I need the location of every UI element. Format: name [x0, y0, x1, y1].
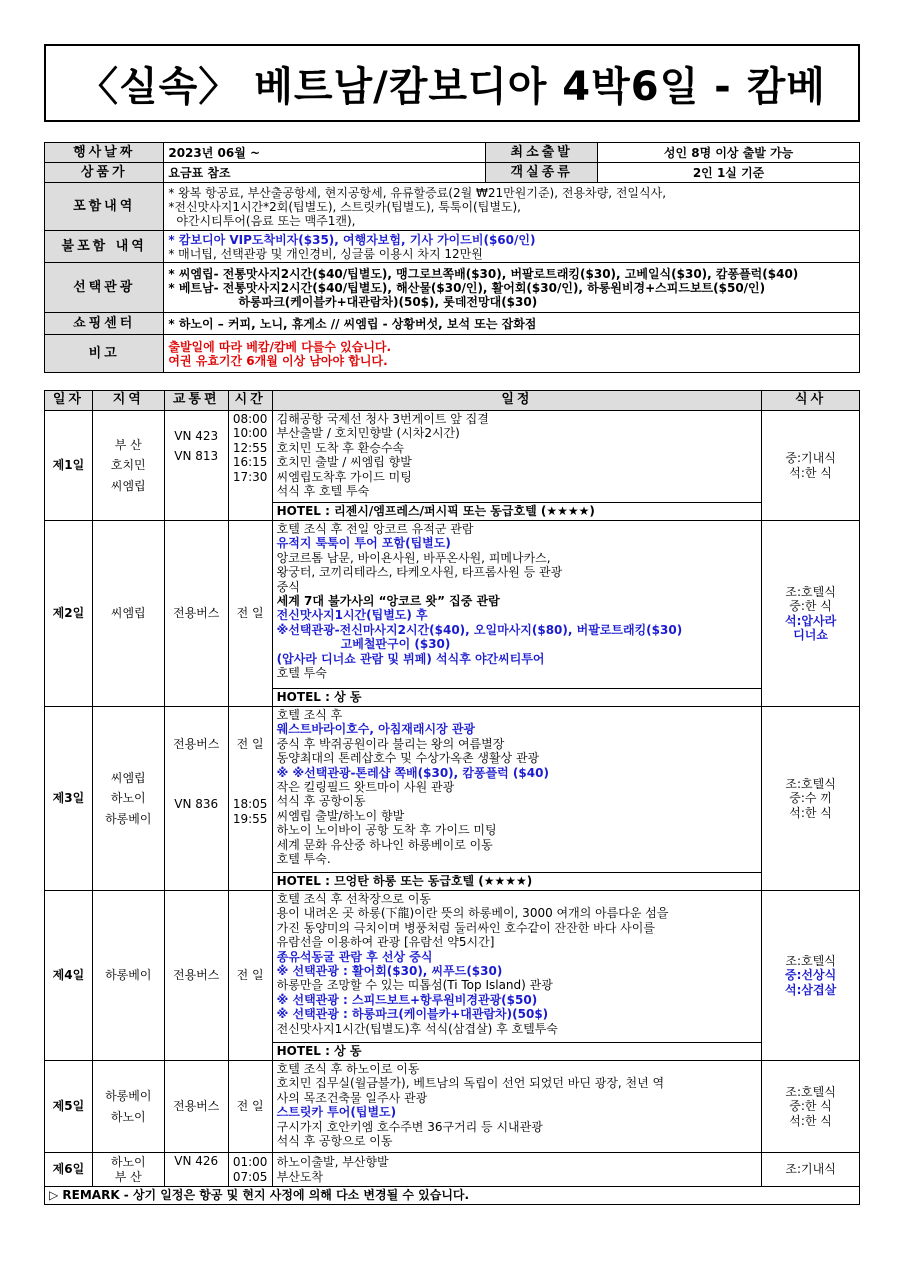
include-line: 야간시티투어(음료 또는 맥주1캔), — [176, 213, 356, 228]
header-itinerary: 일정 — [272, 391, 762, 411]
time-value: 08:00 — [232, 412, 268, 426]
header-region: 지역 — [92, 391, 164, 411]
itinerary-line: ※ 선택관광 : 하롱파크(케이블카+대관람차)(50$) — [276, 1007, 549, 1022]
time-value: 10:00 — [232, 426, 268, 441]
meal-cell — [762, 707, 860, 891]
itinerary-line: 중식 — [276, 579, 300, 594]
itinerary-cell — [272, 521, 762, 689]
itinerary-line: 전신맛사지1시간(팁별도) 후 — [276, 608, 428, 623]
min-value: 성인 8명 이상 출발 가능 — [598, 143, 860, 163]
meal-item: 석:한 식 — [789, 1113, 832, 1128]
flight-number: VN 813 — [174, 449, 219, 464]
note-line: 출발일에 따라 베캄/캄베 다를수 있습니다. — [168, 339, 392, 354]
region-name: 하롱베이 — [105, 811, 152, 826]
time-value: 19:55 — [232, 811, 268, 826]
region-cell — [92, 1153, 164, 1187]
meal-item: 조:호텔식 — [785, 776, 836, 791]
meal-item: 조:호텔식 — [785, 1084, 836, 1099]
itinerary-cell — [272, 1153, 762, 1187]
note-line: 여권 유효기간 6개월 이상 남아야 합니다. — [168, 353, 388, 368]
transport-mode: 전용버스 — [173, 737, 220, 751]
header-meal: 식사 — [762, 391, 860, 411]
include-line: *전신맛사지1시간*2회(팁별도), 스트릿카(팁별도), 툭툭이(팁별도), — [168, 199, 522, 214]
meal-item: 석:삼겹살 — [785, 982, 837, 997]
meal-item: 중:한 식 — [789, 1099, 832, 1114]
region-name: 부 산 — [114, 1169, 142, 1184]
itinerary-line: 세계 문화 유산중 하나인 하롱베이로 이동 — [276, 837, 493, 852]
price-label: 상품가 — [45, 163, 164, 183]
flight-number: VN 426 — [164, 1153, 228, 1187]
time-cell — [228, 411, 272, 521]
region-name: 씨엠립 — [110, 770, 146, 785]
info-table — [44, 142, 860, 373]
title-box — [44, 44, 860, 122]
itinerary-line: 씨엠립도착후 가이드 미팅 — [276, 469, 412, 484]
meal-item: 석:한 식 — [789, 805, 832, 820]
time-value: 17:30 — [232, 469, 268, 484]
optional-value — [164, 263, 860, 313]
itinerary-line: 부산도착 — [276, 1169, 324, 1184]
itinerary-line: 하노이 노이바이 공항 도착 후 가이드 미팅 — [276, 823, 497, 838]
optional-line: 하롱파크(케이블카+대관람차)(50$), 롯데전망대($30) — [238, 294, 538, 309]
itinerary-line: 중식 후 박쥐공원이라 불리는 왕의 여름별장 — [276, 736, 505, 751]
hotel-line: HOTEL : 상 동 — [272, 689, 762, 707]
time-value: 전 일 — [228, 521, 272, 707]
region-name: 호치민 — [110, 458, 146, 473]
region-name: 하롱베이 — [105, 1089, 152, 1104]
itinerary-line: (압사라 디너쇼 관람 및 뷔페) 석식후 야간씨티투어 — [276, 651, 545, 666]
header-transport: 교통편 — [164, 391, 228, 411]
itinerary-line: 왕궁터, 코끼리테라스, 타케오사원, 타프롬사원 등 관광 — [276, 565, 563, 580]
meal-item: 조:기내식 — [762, 1153, 860, 1187]
itinerary-line: 호텔 조식 후 선착장으로 이동 — [276, 892, 432, 906]
itinerary-line: 호텔 조식 후 전일 앙코르 유적군 관람 — [276, 522, 474, 536]
note-label: 비고 — [45, 335, 164, 373]
note-value — [164, 335, 860, 373]
time-value: 전 일 — [228, 891, 272, 1061]
include-label: 포함내역 — [45, 183, 164, 231]
meal-cell — [762, 521, 860, 707]
day-label: 제2일 — [45, 521, 93, 707]
itinerary-line: 김해공항 국제선 청사 3번게이트 앞 집결 — [276, 412, 489, 426]
itinerary-line: 석식 후 공항으로 이동 — [276, 1134, 393, 1149]
schedule-table — [44, 390, 860, 1205]
itinerary-line: 석식 후 공항이동 — [276, 794, 366, 809]
hotel-line: HOTEL : 상 동 — [272, 1043, 762, 1061]
date-label: 행사날짜 — [45, 143, 164, 163]
itinerary-line: 호텔 조식 후 하노이로 이동 — [276, 1062, 420, 1076]
itinerary-line: 동양최대의 톤레삽호수 및 수상가옥촌 생활상 관광 — [276, 751, 540, 766]
region-name: 하노이 — [110, 1155, 146, 1170]
itinerary-line: 하롱만을 조망할 수 있는 띠톱섬(Ti Top Island) 관광 — [276, 978, 553, 993]
meal-cell — [762, 411, 860, 521]
transport-mode: 전용버스 — [164, 1061, 228, 1153]
meal-item: 디너쇼 — [793, 627, 828, 642]
time-cell — [228, 707, 272, 891]
meal-item: 석:압사라 — [785, 613, 837, 628]
region-cell — [92, 411, 164, 521]
itinerary-line: 작은 킬링필드 왓트마이 사원 관광 — [276, 780, 455, 795]
exclude-value — [164, 231, 860, 263]
itinerary-line: 호치민 도착 후 환승수속 — [276, 440, 405, 455]
itinerary-line: 호텔 투숙 — [276, 666, 327, 681]
transport-mode: 전용버스 — [164, 521, 228, 707]
itinerary-line: 호텔 조식 후 — [276, 708, 343, 722]
region-name: 하노이 — [110, 1109, 146, 1124]
flight-number: VN 423 — [174, 429, 219, 443]
region-name: 하노이 — [110, 791, 146, 806]
day-label: 제4일 — [45, 891, 93, 1061]
itinerary-line: 앙코르톰 남문, 바이욘사원, 바푸온사원, 피메나카스, — [276, 550, 551, 565]
itinerary-cell — [272, 707, 762, 873]
meal-item: 중:선상식 — [785, 968, 837, 983]
include-value — [164, 183, 860, 231]
itinerary-line: 유람선을 이용하여 관광 [유람선 약5시간] — [276, 935, 495, 950]
header-time: 시간 — [228, 391, 272, 411]
time-value: 16:15 — [232, 455, 268, 470]
page-title: 〈실속〉 베트남/캄보디아 4박6일 - 캄베 — [78, 63, 826, 110]
itinerary-line: 사의 목조건축물 일주사 관광 — [276, 1090, 428, 1105]
shopping-value: * 하노이 – 커피, 노니, 휴게소 // 씨엠립 - 상황버섯, 보석 또는 잡화점 — [164, 313, 860, 335]
itinerary-cell — [272, 891, 762, 1043]
meal-item: 중:수 끼 — [789, 791, 832, 806]
exclude-line: * 캄보디아 VIP도착비자($35), 여행자보험, 기사 가이드비($60/인) — [168, 232, 536, 247]
itinerary-line: 호텔 투숙. — [276, 852, 331, 867]
itinerary-line: 석식 후 호텔 투숙 — [276, 484, 370, 499]
transport-cell — [164, 411, 228, 521]
region-name: 하롱베이 — [92, 891, 164, 1061]
itinerary-line: 스트릿카 투어(팁별도) — [276, 1105, 397, 1120]
day-label: 제6일 — [45, 1153, 93, 1187]
itinerary-line: ※ 선택관광 : 스피드보트+항루원비경관광($50) — [276, 992, 538, 1007]
room-label: 객실종류 — [486, 163, 598, 183]
region-name: 씨엠립 — [110, 478, 146, 493]
itinerary-line: 구시가지 호안키엠 호수주변 36구거리 등 시내관광 — [276, 1119, 543, 1134]
flight-number: VN 836 — [174, 797, 219, 812]
optional-label: 선택관광 — [45, 263, 164, 313]
region-name: 씨엠립 — [92, 521, 164, 707]
time-value: 07:05 — [232, 1169, 268, 1184]
meal-item: 조:호텔식 — [785, 584, 836, 599]
header-day: 일자 — [45, 391, 93, 411]
time-value: 전 일 — [236, 737, 264, 751]
region-name: 부 산 — [114, 437, 142, 452]
time-cell — [228, 1153, 272, 1187]
transport-cell — [164, 707, 228, 891]
day-label: 제1일 — [45, 411, 93, 521]
itinerary-line: 세계 7대 불가사의 “앙코르 왓” 집중 관람 — [276, 594, 500, 609]
itinerary-line: 호치민 출발 / 씨엠립 향발 — [276, 455, 412, 470]
date-value: 2023년 06월 ~ — [164, 143, 486, 163]
itinerary-line: 씨엠립 출발/하노이 향발 — [276, 808, 405, 823]
itinerary-line: ※ 선택관광 : 활어회($30), 씨푸드($30) — [276, 964, 503, 979]
meal-item: 중:한 식 — [789, 599, 832, 614]
time-value: 18:05 — [232, 797, 268, 812]
itinerary-line: 고베철판구이 ($30) — [340, 637, 451, 652]
hotel-line: HOTEL : 리젠시/엠프레스/퍼시픽 또는 동급호텔 (★★★★) — [272, 503, 762, 521]
min-label: 최소출발 — [486, 143, 598, 163]
include-line: * 왕복 항공료, 부산출공항세, 현지공항세, 유류할증료(2월 ₩21만원기준), 전용차량, 전일식사, — [168, 185, 667, 200]
exclude-line: * 매너팁, 선택관광 및 개인경비, 싱글룸 이용시 차지 12만원 — [168, 246, 483, 261]
meal-item: 중:기내식 — [785, 451, 836, 466]
itinerary-line: 전신맛사지1시간(팁별도)후 석식(삼겹살) 후 호텔투숙 — [276, 1021, 558, 1036]
itinerary-line: 용이 내려온 곳 하롱(下龍)이란 뜻의 하롱베이, 3000 여개의 아름다운 섬을 — [276, 906, 669, 921]
price-value: 요금표 참조 — [164, 163, 486, 183]
itinerary-cell — [272, 1061, 762, 1153]
time-value: 01:00 — [232, 1155, 268, 1170]
day-label: 제3일 — [45, 707, 93, 891]
meal-item: 석:한 식 — [789, 465, 832, 480]
itinerary-line: ※ ※선택관광-톤레샵 쪽배($30), 캄퐁플럭 ($40) — [276, 765, 549, 780]
region-cell — [92, 707, 164, 891]
itinerary-line: 부산출발 / 호치민향발 (시차2시간) — [276, 426, 460, 441]
exclude-label: 불포함 내역 — [45, 231, 164, 263]
room-value: 2인 1실 기준 — [598, 163, 860, 183]
day-label: 제5일 — [45, 1061, 93, 1153]
itinerary-line: 유적지 툭툭이 투어 포함(팁별도) — [276, 536, 451, 551]
itinerary-line: 종유석동굴 관람 후 선상 중식 — [276, 949, 433, 964]
itinerary-line: ※선택관광-전신마사지2시간($40), 오일마사지($80), 버팔로트래킹($30) — [276, 622, 683, 637]
transport-mode: 전용버스 — [164, 891, 228, 1061]
optional-line: * 씨엠립- 전통맛사지2시간($40/팁별도), 맹그로브쪽배($30), 버팔로트래킹($30), 고베일식($30), 캄퐁플럭($40) — [168, 266, 799, 281]
meal-cell — [762, 891, 860, 1061]
optional-line: * 베트남- 전통맛사지2시간($40/팁별도), 해산물($30/인), 활어회($30/인), 하롱원비경+스피드보트($50/인) — [168, 280, 766, 295]
itinerary-line: 호치민 집무실(월금불가), 베트남의 독립이 선언 되었던 바딘 광장, 천년 역 — [276, 1076, 665, 1091]
time-value: 전 일 — [228, 1061, 272, 1153]
itinerary-line: 웨스트바라이호수, 아침재래시장 관광 — [276, 722, 476, 737]
hotel-line: HOTEL : 므엉탄 하롱 또는 동급호텔 (★★★★) — [272, 873, 762, 891]
region-cell — [92, 1061, 164, 1153]
time-value: 12:55 — [232, 440, 268, 455]
meal-cell — [762, 1061, 860, 1153]
remark: ▷ REMARK - 상기 일정은 항공 및 현지 사정에 의해 다소 변경될 수 있습니다. — [45, 1187, 860, 1205]
meal-item: 조:호텔식 — [785, 953, 836, 968]
itinerary-cell — [272, 411, 762, 503]
shopping-label: 쇼핑센터 — [45, 313, 164, 335]
itinerary-line: 하노이출발, 부산향발 — [276, 1155, 389, 1170]
itinerary-line: 가진 동양미의 극치이며 병풍처럼 둘러싸인 호수같이 잔잔한 바다 사이를 — [276, 920, 655, 935]
